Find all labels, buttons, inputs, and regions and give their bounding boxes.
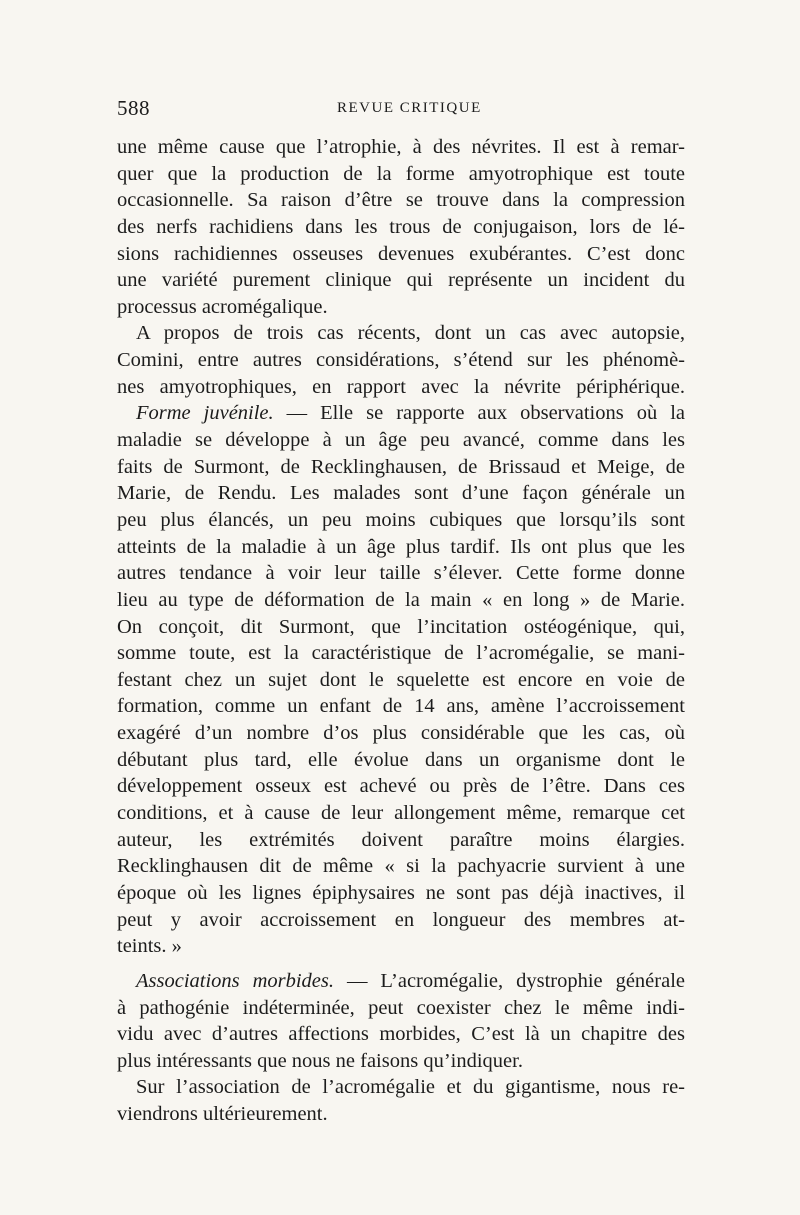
page-number: 588 [117,96,150,120]
text-line: On conçoit, dit Surmont, que l’incitation ostéogénique, qui, [117,615,685,638]
text-line: Recklinghausen dit de même « si la pachyacrie survient à une [117,855,685,878]
paragraph-associations-morbides [117,968,685,1075]
text-line: conditions, et à cause de leur allongement même, remarque cet [117,802,685,825]
text-line: teints. » [117,935,182,958]
text-line: peut y avoir accroissement en longueur des membres at- [117,908,685,931]
text-line: sions rachidiennes osseuses devenues exubérantes. C’est donc [117,242,685,265]
text-line: viendrons ultérieurement. [117,1103,328,1126]
text-line: quer que la production de la forme amyotrophique est toute [117,162,685,185]
text-line: peu plus élancés, un peu moins cubiques que lorsqu’ils sont [117,508,685,531]
text-line: Comini, entre autres considérations, s’étend sur les phénomè- [117,349,685,372]
text-run: — Elle se rapporte aux observations où la [273,402,685,425]
text-line: Marie, de Rendu. Les malades sont d’une façon générale un [117,482,685,505]
section-heading-associations-morbides: Associations morbides. [136,969,335,992]
text-line: festant chez un sujet dont le squelette est encore en voie de [117,668,685,691]
text-line: somme toute, est la caractéristique de l’acromégalie, se mani- [117,642,685,665]
paragraph-gap [117,960,685,968]
text-line: lieu au type de déformation de la main « en long » de Marie. [117,588,685,611]
text-run: — L’acromégalie, dystrophie générale [334,969,685,992]
text-line: maladie se développe à un âge peu avancé, comme dans les [117,429,685,452]
text-line: atteints de la maladie à un âge plus tardif. Ils ont plus que les [117,535,685,558]
text-line: vidu avec d’autres affections morbides, C’est là un chapitre des [117,1023,685,1046]
text-line: auteur, les extrémités doivent paraître moins élargies. [117,828,685,851]
text-line: faits de Surmont, de Recklinghausen, de Brissaud et Meige, de [117,455,685,478]
running-title: REVUE CRITIQUE [337,100,482,116]
text-line: une même cause que l’atrophie, à des névrites. Il est à remar- [117,136,685,158]
page-body [117,134,685,1128]
text-line: des nerfs rachidiens dans les trous de conjugaison, lors de lé- [117,215,685,238]
text-line: autres tendance à voir leur taille s’élever. Cette forme donne [117,562,685,585]
text-line: nes amyotrophiques, en rapport avec la névrite périphérique. [117,375,685,398]
page-header [117,96,685,126]
text-line: débutant plus tard, elle évolue dans un organisme dont le [117,748,685,771]
text-line [117,400,685,427]
text-line: formation, comme un enfant de 14 ans, amène l’accroissement [117,695,685,718]
text-line: à pathogénie indéterminée, peut coexister chez le même indi- [117,996,685,1019]
paragraph-forme-juvenile [117,400,685,959]
text-line: processus acromégalique. [117,295,328,318]
text-line: exagéré d’un nombre d’os plus considérable que les cas, où [117,722,685,745]
text-line: une variété purement clinique qui représente un incident du [117,269,685,292]
section-heading-forme-juvenile: Forme juvénile. [136,402,274,425]
text-line: Sur l’association de l’acromégalie et du gigantisme, nous re- [136,1076,685,1099]
text-line [117,968,685,995]
text-line: A propos de trois cas récents, dont un cas avec autopsie, [136,322,685,345]
text-line: époque où les lignes épiphysaires ne sont pas déjà inactives, il [117,881,685,904]
paragraph-comini [117,320,685,400]
text-line: plus intéressants que nous ne faisons qu’indiquer. [117,1049,523,1072]
paragraph-atrophy-cause [117,134,685,320]
paragraph-gigantisme [117,1074,685,1127]
text-line: développement osseux est achevé ou près de l’être. Dans ces [117,775,685,798]
text-line: occasionnelle. Sa raison d’être se trouve dans la compression [117,189,685,212]
